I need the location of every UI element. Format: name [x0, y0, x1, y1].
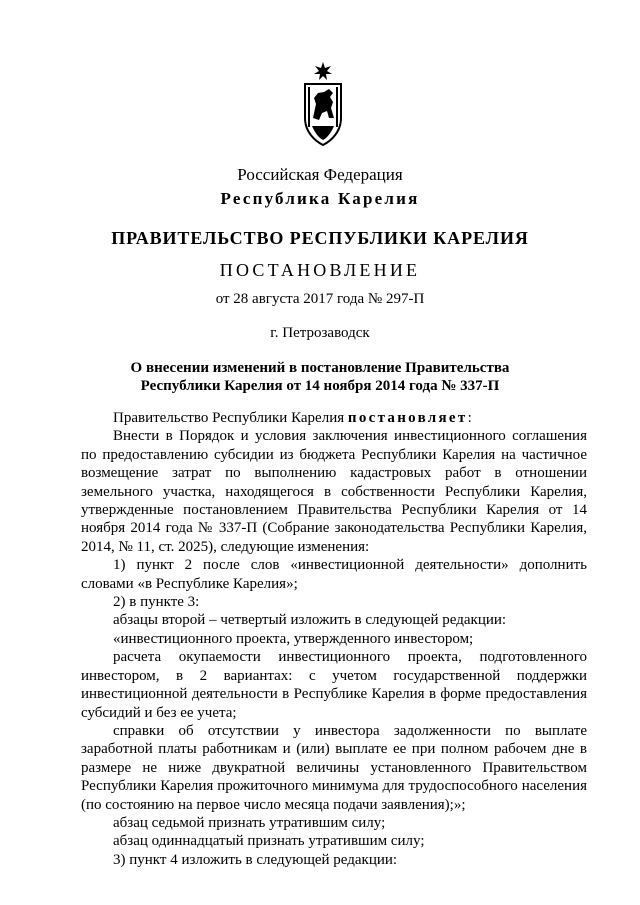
decree-date-number: от 28 августа 2017 года № 297-П: [215, 291, 425, 307]
paragraph-item-1: 1) пункт 2 после слов «инвестиционной деятельности» дополнить словами «в Республике Карелия»;: [81, 557, 587, 592]
intro-suffix: :: [467, 410, 472, 426]
paragraph-item-2: 2) в пункте 3:: [113, 594, 200, 611]
intro-prefix: Правительство Республики Карелия: [113, 410, 348, 426]
paragraph-item-2-intro: абзацы второй – четвертый изложить в следующей редакции:: [113, 612, 507, 629]
paragraph-main-change: Внести в Порядок и условия заключения инвестиционного соглашения по предоставлению субсидии из бюджета Республики Карелия на частичное возмещение затрат по выполнению кадастровых работ в отношении земельного участка, находящегося в собственности Республики Карелия, утвержденные постановлением Правительства Республики Карелия от 14 ноября 2014 года № 337-П (Собрание законодательства Республики Карелия, 2014, № 11, ст. 2025), следующие изменения:: [81, 428, 587, 555]
paragraph-item-2-quote-1: «инвестиционного проекта, утвержденного инвестором;: [113, 630, 474, 647]
paragraph-item-2-abzac-7: абзац седьмой признать утратившим силу;: [113, 814, 386, 831]
city-name: г. Петрозаводск: [270, 325, 370, 341]
paragraph-item-2-quote-3: справки об отсутствии у инвестора задолженности по выплате заработной платы работникам и (или) выплате ее при полном рабочем дне в размере не ниже двукратной величины установленного Правительством Республики Карелия прожиточного минимума для трудоспособного населения (по состоянию на первое число месяца подачи заявления);»;: [81, 722, 587, 813]
republic-name: Республика Карелия: [220, 189, 420, 208]
country-name: Российская Федерация: [237, 165, 403, 184]
paragraph-item-2-quote-2: расчета окупаемости инвестиционного проекта, подготовленного инвестором, в 2 вариантах: с учетом государственной поддержки инвестиционной деятельности в Республике Карелия в форме предоставления субсидий и без ее учета;: [81, 649, 587, 721]
decree-title: [0, 359, 640, 395]
government-name: ПРАВИТЕЛЬСТВО РЕСПУБЛИКИ КАРЕЛИЯ: [111, 228, 529, 248]
paragraph-item-3: 3) пункт 4 изложить в следующей редакции:: [113, 851, 398, 868]
document-type: ПОСТАНОВЛЕНИЕ: [219, 260, 421, 280]
decree-body: [81, 409, 587, 869]
decree-title-line-2: Республики Карелия от 14 ноября 2014 года № 337-П: [140, 378, 500, 394]
coat-of-arms-icon: [300, 60, 346, 148]
intro-keyword: постановляет: [347, 410, 468, 426]
intro-paragraph: [81, 409, 587, 427]
decree-title-line-1: О внесении изменений в постановление Правительства: [130, 360, 510, 376]
paragraph-item-2-abzac-11: абзац одиннадцатый признать утратившим силу;: [113, 833, 425, 850]
